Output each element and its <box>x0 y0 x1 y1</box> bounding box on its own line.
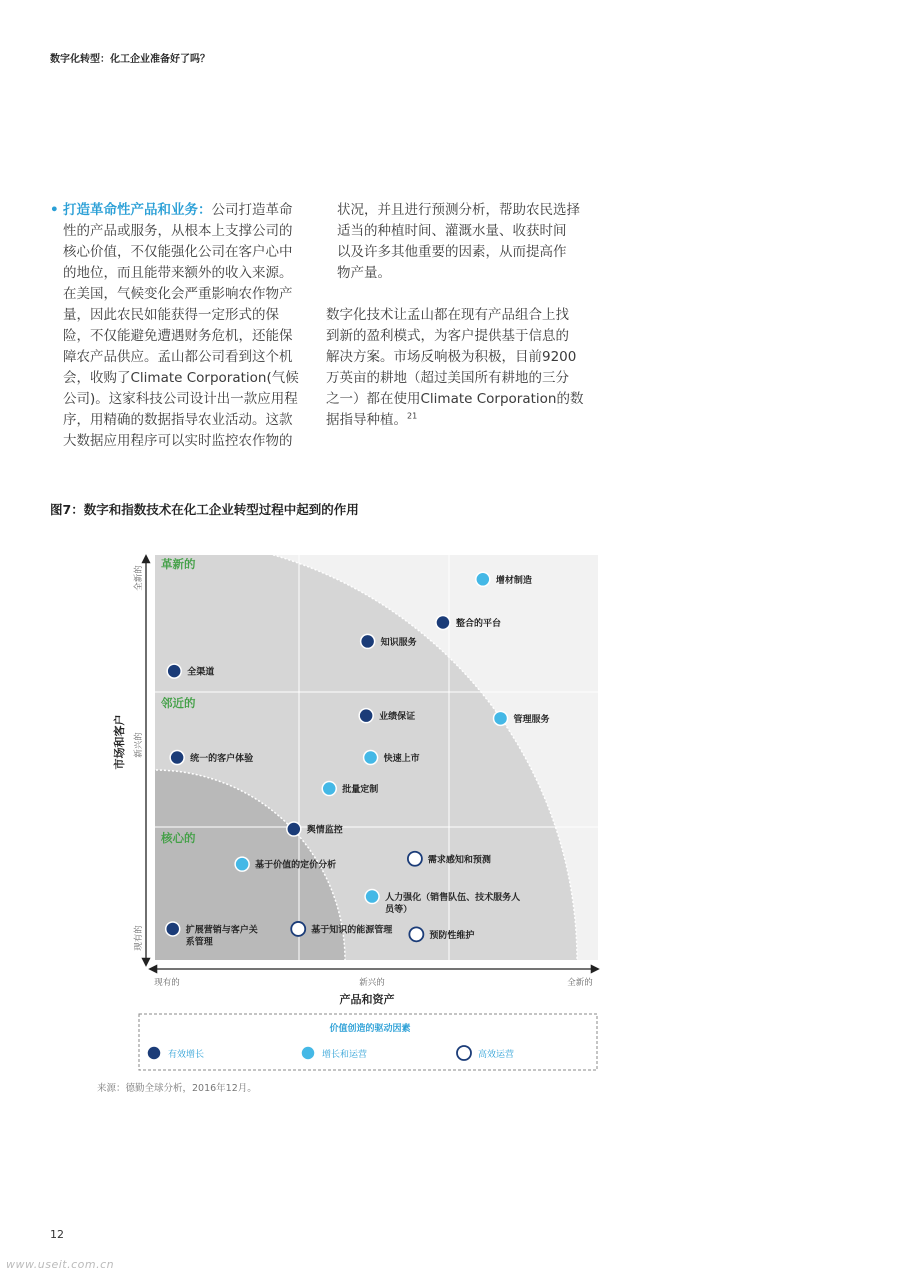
text-line: 公司)。这家科技公司设计出一款应用程 <box>63 391 298 407</box>
text-line: 的地位，而且能带来额外的收入来源。 <box>63 265 293 281</box>
left-text-column <box>50 200 312 452</box>
x-axis-label: 产品和资产 <box>339 993 395 1006</box>
y-tick-new: 全新的 <box>134 565 144 591</box>
bullet-body <box>63 200 312 452</box>
legend-marker <box>147 1046 161 1060</box>
paragraph-continued <box>326 200 586 284</box>
text-line: 序，用精确的数据指导农业活动。这款 <box>63 412 293 428</box>
data-point-label: 人力强化（销售队伍、技术服务人员等） <box>385 893 521 916</box>
data-point-marker <box>322 782 336 796</box>
data-point-marker <box>235 857 249 871</box>
legend-item <box>457 1046 514 1060</box>
legend-label: 高效运营 <box>478 1050 515 1060</box>
legend-label: 增长和运营 <box>322 1050 368 1060</box>
text-line: 核心价值，不仅能强化公司在客户心中 <box>63 244 293 260</box>
watermark: www.useit.com.cn <box>6 1258 115 1271</box>
data-point-marker <box>291 922 305 936</box>
data-point-label: 全渠道 <box>187 667 215 678</box>
figure-title: 图7：数字和指数技术在化工企业转型过程中起到的作用 <box>50 502 359 517</box>
text-line: 在美国，气候变化会严重影响农作物产 <box>63 286 293 302</box>
legend-marker <box>301 1046 315 1060</box>
running-header: 数字化转型：化工企业准备好了吗？ <box>50 54 210 65</box>
text-line: 数字化技术让孟山都在现有产品组合上找 <box>326 307 569 323</box>
data-point-label: 业绩保证 <box>379 712 416 723</box>
text-line: 障农产品供应。孟山都公司看到这个机 <box>63 349 293 365</box>
data-point-label: 扩展营销与客户关系管理 <box>185 925 258 948</box>
text-line: 适当的种植时间、灌溉水量、收获时间 <box>337 223 567 239</box>
data-point-label: 增材制造 <box>495 575 532 586</box>
data-point-marker <box>476 572 490 586</box>
data-point-marker <box>365 890 379 904</box>
text-line: 险，不仅能避免遭遇财务危机，还能保 <box>63 328 293 344</box>
text-line: 据指导种植。 <box>326 412 407 428</box>
data-point-marker <box>359 709 373 723</box>
y-axis-label: 市场和客户 <box>113 714 126 770</box>
data-point-marker <box>287 822 301 836</box>
data-point-marker <box>494 711 508 725</box>
data-point-marker <box>409 927 423 941</box>
x-tick-new: 全新的 <box>567 978 593 988</box>
text-line: 状况，并且进行预测分析，帮助农民选择 <box>337 202 580 218</box>
data-point-label: 批量定制 <box>342 785 379 796</box>
footnote-ref: 21 <box>407 411 418 421</box>
text-line: 以及许多其他重要的因素，从而提高作 <box>337 244 567 260</box>
data-point-marker <box>170 751 184 765</box>
text-line: 量，因此农民如能获得一定形式的保 <box>63 307 279 323</box>
data-point-label: 知识服务 <box>380 637 417 648</box>
data-point-label: 舆情监控 <box>306 825 343 836</box>
text-line: 万英亩的耕地（超过美国所有耕地的三分 <box>326 370 569 386</box>
zone-label-adjacent: 邻近的 <box>161 696 196 710</box>
right-text-column <box>326 200 586 431</box>
data-point-label: 快速上市 <box>383 754 420 764</box>
zone-label-core: 核心的 <box>161 831 196 845</box>
text-line: 到新的盈利模式，为客户提供基于信息的 <box>326 328 569 344</box>
text-line: 解决方案。市场反响极为积极，目前9200 <box>326 349 577 365</box>
data-point-label: 管理服务 <box>513 714 550 725</box>
data-point-marker <box>364 751 378 765</box>
legend-label: 有效增长 <box>168 1050 205 1060</box>
data-point-marker <box>167 664 181 678</box>
paragraph-monsanto <box>326 305 586 431</box>
legend-marker <box>457 1046 471 1060</box>
text-line: 性的产品或服务，从根本上支撑公司的 <box>63 223 293 239</box>
data-point-label: 整合的平台 <box>455 619 501 629</box>
text-line: 大数据应用程序可以实时监控农作物的 <box>63 433 293 449</box>
source-note: 来源：德勤全球分析，2016年12月。 <box>97 1083 257 1094</box>
data-point-marker <box>408 852 422 866</box>
data-point-label: 预防性维护 <box>429 930 475 941</box>
text-line: 物产量。 <box>337 265 391 281</box>
bullet-item <box>50 200 312 452</box>
x-tick-emerging: 新兴的 <box>359 978 385 988</box>
data-point-marker <box>436 616 450 630</box>
text-line: 会，收购了Climate Corporation(气候 <box>63 370 299 386</box>
data-point-label: 统一的客户体验 <box>190 754 254 764</box>
data-point-label: 基于知识的能源管理 <box>311 925 393 936</box>
legend-item <box>147 1046 204 1060</box>
legend-box <box>139 1014 597 1070</box>
zone-label-revolutionary: 革新的 <box>161 557 196 571</box>
y-tick-existing: 现有的 <box>134 925 144 951</box>
legend-items <box>147 1046 514 1060</box>
page-number: 12 <box>50 1228 64 1241</box>
legend-item <box>301 1046 367 1060</box>
bullet-lead: 打造革命性产品和业务： <box>63 202 212 218</box>
data-point-marker <box>166 922 180 936</box>
y-tick-emerging: 新兴的 <box>134 732 144 758</box>
text-line: 公司打造革命 <box>211 202 293 218</box>
text-line: 之一）都在使用Climate Corporation的数 <box>326 391 584 407</box>
legend-title: 价值创造的驱动因素 <box>329 1024 411 1034</box>
data-point-marker <box>361 634 375 648</box>
data-point-label: 需求感知和预测 <box>427 855 491 866</box>
bullet-icon: • <box>50 202 59 218</box>
matrix-chart <box>0 540 905 1080</box>
x-tick-existing: 现有的 <box>154 978 180 988</box>
data-point-label: 基于价值的定价分析 <box>255 860 337 871</box>
